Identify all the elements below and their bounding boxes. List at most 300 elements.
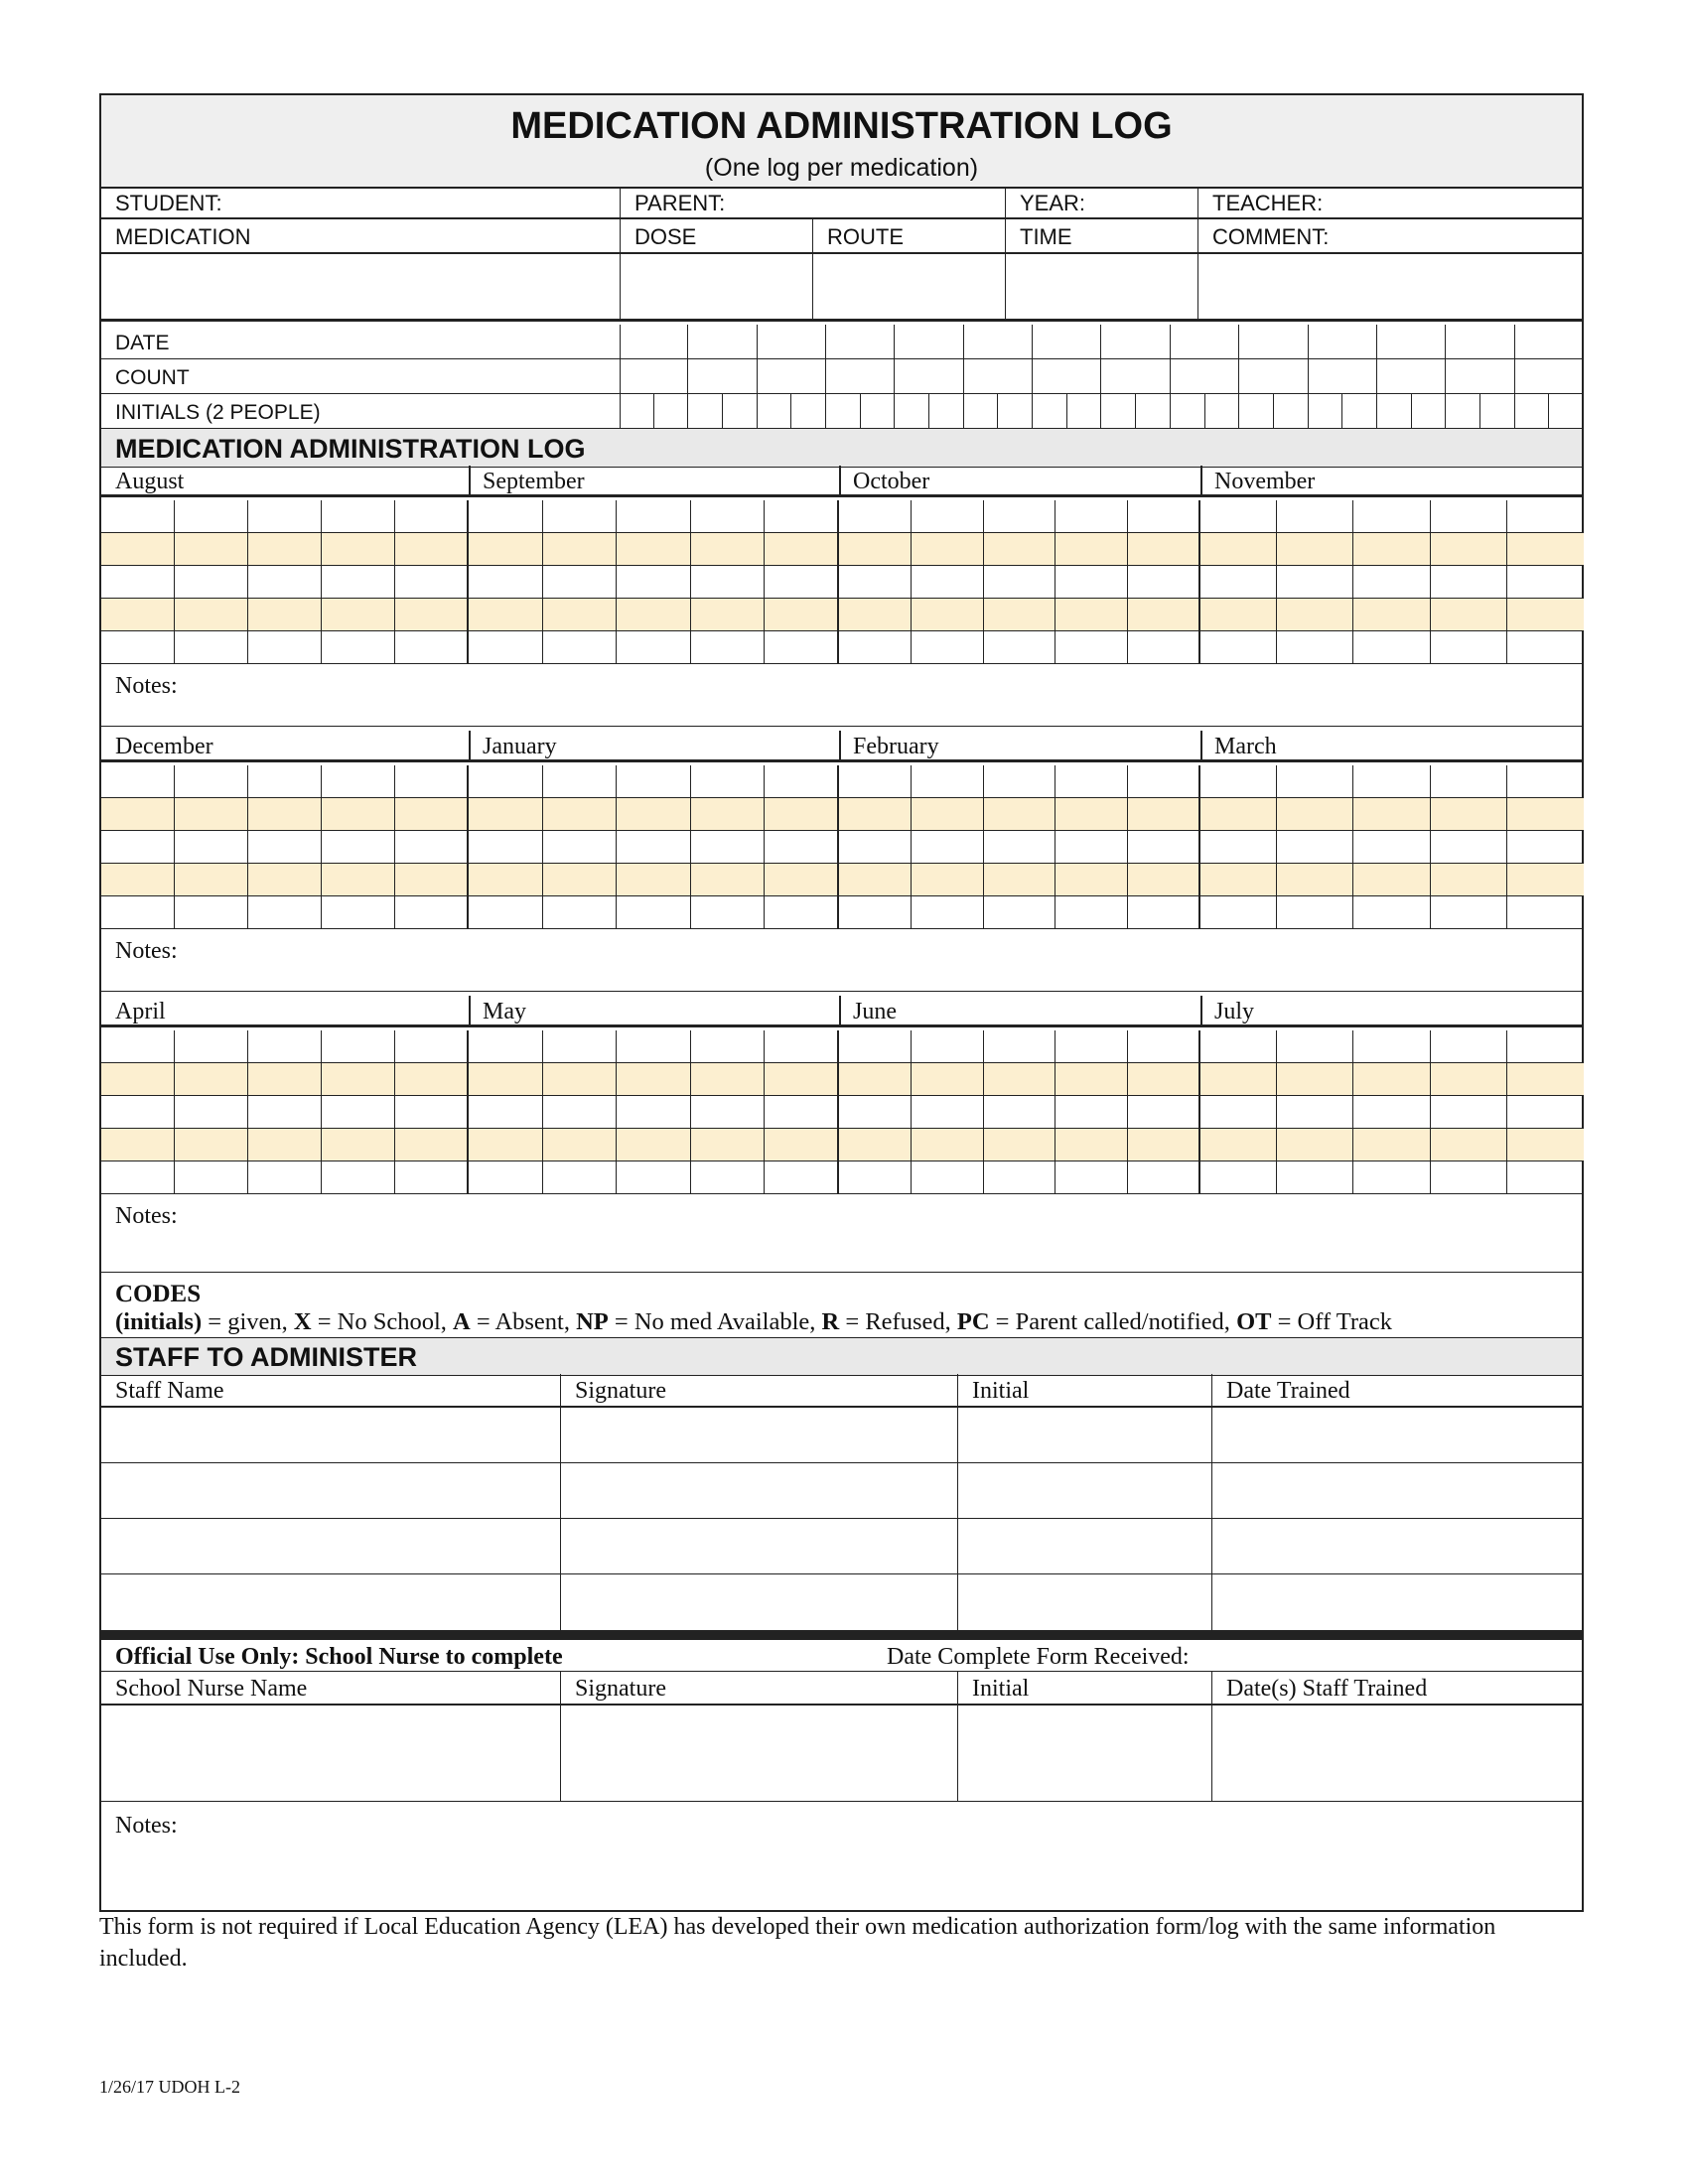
initials-cell[interactable] [1446,394,1480,428]
day-cell[interactable] [469,1161,543,1194]
route-input[interactable] [812,254,1005,319]
day-cell[interactable] [175,1161,248,1194]
day-cell[interactable] [765,831,839,864]
day-cell[interactable] [469,1030,543,1063]
day-cell[interactable] [1277,631,1353,664]
count-cell[interactable] [1239,359,1308,394]
day-cell[interactable] [984,1096,1056,1129]
day-cell[interactable] [1353,631,1430,664]
day-cell[interactable] [617,631,691,664]
initials-cell[interactable] [791,394,826,428]
count-cell[interactable] [964,359,1033,394]
day-cell[interactable] [912,533,984,566]
day-cell[interactable] [175,631,248,664]
day-cell[interactable] [543,599,618,631]
day-cell[interactable] [984,765,1056,798]
day-cell[interactable] [248,533,322,566]
day-cell[interactable] [691,1161,766,1194]
day-cell[interactable] [617,798,691,831]
day-cell[interactable] [101,533,175,566]
initials-cell[interactable] [1309,394,1343,428]
day-cell[interactable] [839,631,912,664]
date-cell[interactable] [688,325,757,359]
day-cell[interactable] [1353,831,1430,864]
day-cell[interactable] [395,896,469,929]
day-cell[interactable] [617,533,691,566]
day-cell[interactable] [248,798,322,831]
day-cell[interactable] [1055,500,1128,533]
dose-input[interactable] [620,254,812,319]
day-cell[interactable] [691,1129,766,1161]
day-cell[interactable] [1507,831,1584,864]
day-cell[interactable] [1431,765,1507,798]
day-cell[interactable] [765,765,839,798]
day-cell[interactable] [1507,599,1584,631]
day-cell[interactable] [395,1063,469,1096]
day-cell[interactable] [691,896,766,929]
day-cell[interactable] [395,798,469,831]
staff-name-input[interactable] [101,1463,560,1518]
day-cell[interactable] [1507,864,1584,896]
day-cell[interactable] [765,1161,839,1194]
day-cell[interactable] [912,1129,984,1161]
day-cell[interactable] [691,798,766,831]
day-cell[interactable] [1431,566,1507,599]
day-cell[interactable] [1353,1030,1430,1063]
day-cell[interactable] [765,864,839,896]
day-cell[interactable] [395,533,469,566]
day-cell[interactable] [1353,533,1430,566]
day-cell[interactable] [1055,864,1128,896]
day-cell[interactable] [984,1161,1056,1194]
day-cell[interactable] [691,631,766,664]
day-cell[interactable] [543,1030,618,1063]
day-cell[interactable] [395,1129,469,1161]
day-cell[interactable] [395,599,469,631]
day-cell[interactable] [1200,1096,1277,1129]
day-cell[interactable] [1507,533,1584,566]
initials-cell[interactable] [1274,394,1309,428]
day-cell[interactable] [1200,864,1277,896]
day-cell[interactable] [395,566,469,599]
day-cell[interactable] [101,896,175,929]
day-cell[interactable] [1128,1030,1200,1063]
day-cell[interactable] [839,566,912,599]
day-cell[interactable] [1055,1096,1128,1129]
initials-cell[interactable] [1136,394,1171,428]
day-cell[interactable] [1507,798,1584,831]
initials-cell[interactable] [1239,394,1274,428]
day-cell[interactable] [617,864,691,896]
date-cell[interactable] [1102,325,1171,359]
staff-initial-input[interactable] [957,1408,1211,1462]
day-cell[interactable] [1431,631,1507,664]
day-cell[interactable] [1353,1063,1430,1096]
day-cell[interactable] [765,631,839,664]
day-cell[interactable] [543,500,618,533]
initials-cell[interactable] [1549,394,1584,428]
day-cell[interactable] [1277,1030,1353,1063]
day-cell[interactable] [1277,765,1353,798]
day-cell[interactable] [1277,798,1353,831]
comment-input[interactable] [1197,254,1584,319]
day-cell[interactable] [322,1161,395,1194]
day-cell[interactable] [469,864,543,896]
day-cell[interactable] [1353,1129,1430,1161]
day-cell[interactable] [1055,765,1128,798]
day-cell[interactable] [469,1063,543,1096]
day-cell[interactable] [248,1161,322,1194]
day-cell[interactable] [1200,765,1277,798]
day-cell[interactable] [1128,1161,1200,1194]
day-cell[interactable] [469,831,543,864]
day-cell[interactable] [248,831,322,864]
date-cell[interactable] [1446,325,1514,359]
day-cell[interactable] [1353,1096,1430,1129]
day-cell[interactable] [322,1129,395,1161]
count-cell[interactable] [1515,359,1584,394]
day-cell[interactable] [248,599,322,631]
day-cell[interactable] [469,1129,543,1161]
day-cell[interactable] [617,599,691,631]
day-cell[interactable] [322,1096,395,1129]
day-cell[interactable] [543,1096,618,1129]
day-cell[interactable] [543,533,618,566]
day-cell[interactable] [1353,864,1430,896]
day-cell[interactable] [1200,831,1277,864]
day-cell[interactable] [175,533,248,566]
final-notes-area[interactable] [101,1802,1582,1912]
day-cell[interactable] [395,831,469,864]
day-cell[interactable] [1055,1063,1128,1096]
day-cell[interactable] [1128,1096,1200,1129]
day-cell[interactable] [1507,765,1584,798]
day-cell[interactable] [101,1129,175,1161]
count-cell[interactable] [688,359,757,394]
day-cell[interactable] [1507,1129,1584,1161]
day-cell[interactable] [617,1129,691,1161]
date-cell[interactable] [1377,325,1446,359]
day-cell[interactable] [1200,599,1277,631]
time-input[interactable] [1005,254,1197,319]
day-cell[interactable] [984,1129,1056,1161]
day-cell[interactable] [984,896,1056,929]
date-cell[interactable] [620,325,688,359]
day-cell[interactable] [469,765,543,798]
nurse-dates-input[interactable] [1211,1706,1584,1801]
nurse-initial-input[interactable] [957,1706,1211,1801]
day-cell[interactable] [322,631,395,664]
initials-cell[interactable] [1067,394,1102,428]
day-cell[interactable] [101,864,175,896]
count-cell[interactable] [895,359,963,394]
day-cell[interactable] [1128,831,1200,864]
day-cell[interactable] [248,500,322,533]
day-cell[interactable] [984,599,1056,631]
day-cell[interactable] [691,864,766,896]
day-cell[interactable] [1431,1030,1507,1063]
day-cell[interactable] [1507,896,1584,929]
staff-signature-input[interactable] [560,1574,957,1629]
day-cell[interactable] [101,798,175,831]
day-cell[interactable] [1507,1063,1584,1096]
notes-area[interactable] [101,929,1584,992]
initials-cell[interactable] [758,394,792,428]
day-cell[interactable] [175,1096,248,1129]
staff-initial-input[interactable] [957,1463,1211,1518]
day-cell[interactable] [1055,533,1128,566]
day-cell[interactable] [248,1030,322,1063]
day-cell[interactable] [395,1161,469,1194]
day-cell[interactable] [543,631,618,664]
staff-date-trained-input[interactable] [1211,1574,1584,1629]
initials-cell[interactable] [929,394,964,428]
day-cell[interactable] [1055,896,1128,929]
day-cell[interactable] [1055,831,1128,864]
day-cell[interactable] [617,566,691,599]
day-cell[interactable] [765,896,839,929]
date-cell[interactable] [1033,325,1101,359]
day-cell[interactable] [839,1129,912,1161]
day-cell[interactable] [984,1030,1056,1063]
count-cell[interactable] [826,359,895,394]
initials-cell[interactable] [688,394,723,428]
day-cell[interactable] [469,566,543,599]
day-cell[interactable] [175,500,248,533]
day-cell[interactable] [984,864,1056,896]
day-cell[interactable] [984,566,1056,599]
initials-cell[interactable] [861,394,896,428]
day-cell[interactable] [912,765,984,798]
day-cell[interactable] [765,500,839,533]
day-cell[interactable] [322,765,395,798]
day-cell[interactable] [912,1063,984,1096]
day-cell[interactable] [248,566,322,599]
day-cell[interactable] [617,765,691,798]
day-cell[interactable] [543,1129,618,1161]
day-cell[interactable] [1431,1096,1507,1129]
count-cell[interactable] [1377,359,1446,394]
day-cell[interactable] [1353,896,1430,929]
day-cell[interactable] [1277,566,1353,599]
day-cell[interactable] [1128,896,1200,929]
day-cell[interactable] [1055,599,1128,631]
day-cell[interactable] [248,864,322,896]
notes-area[interactable] [101,664,1584,727]
day-cell[interactable] [322,831,395,864]
day-cell[interactable] [1277,1063,1353,1096]
initials-cell[interactable] [1033,394,1067,428]
day-cell[interactable] [617,831,691,864]
initials-cell[interactable] [620,394,654,428]
day-cell[interactable] [1431,1129,1507,1161]
day-cell[interactable] [322,1063,395,1096]
day-cell[interactable] [617,1030,691,1063]
initials-cell[interactable] [1377,394,1412,428]
day-cell[interactable] [1055,1161,1128,1194]
day-cell[interactable] [765,566,839,599]
day-cell[interactable] [543,864,618,896]
staff-signature-input[interactable] [560,1408,957,1462]
day-cell[interactable] [175,566,248,599]
day-cell[interactable] [101,1096,175,1129]
day-cell[interactable] [1507,566,1584,599]
date-cell[interactable] [1171,325,1239,359]
day-cell[interactable] [395,631,469,664]
staff-name-input[interactable] [101,1408,560,1462]
initials-cell[interactable] [999,394,1034,428]
day-cell[interactable] [691,599,766,631]
day-cell[interactable] [984,500,1056,533]
day-cell[interactable] [1128,765,1200,798]
date-cell[interactable] [1239,325,1308,359]
day-cell[interactable] [691,765,766,798]
day-cell[interactable] [1431,864,1507,896]
day-cell[interactable] [101,566,175,599]
day-cell[interactable] [984,831,1056,864]
day-cell[interactable] [1431,1161,1507,1194]
day-cell[interactable] [395,1030,469,1063]
initials-cell[interactable] [826,394,861,428]
staff-date-trained-input[interactable] [1211,1408,1584,1462]
day-cell[interactable] [1277,864,1353,896]
staff-signature-input[interactable] [560,1463,957,1518]
day-cell[interactable] [691,1030,766,1063]
day-cell[interactable] [1277,831,1353,864]
day-cell[interactable] [395,765,469,798]
day-cell[interactable] [1507,1161,1584,1194]
day-cell[interactable] [1353,500,1430,533]
day-cell[interactable] [543,566,618,599]
day-cell[interactable] [765,1129,839,1161]
count-cell[interactable] [758,359,826,394]
initials-cell[interactable] [1480,394,1515,428]
day-cell[interactable] [912,1161,984,1194]
day-cell[interactable] [1277,500,1353,533]
day-cell[interactable] [1507,1096,1584,1129]
day-cell[interactable] [1353,599,1430,631]
day-cell[interactable] [101,500,175,533]
day-cell[interactable] [839,864,912,896]
day-cell[interactable] [984,798,1056,831]
day-cell[interactable] [1128,798,1200,831]
day-cell[interactable] [322,533,395,566]
day-cell[interactable] [1431,896,1507,929]
day-cell[interactable] [101,765,175,798]
initials-cell[interactable] [1412,394,1447,428]
day-cell[interactable] [175,765,248,798]
day-cell[interactable] [175,599,248,631]
day-cell[interactable] [101,831,175,864]
count-cell[interactable] [1171,359,1239,394]
day-cell[interactable] [322,798,395,831]
day-cell[interactable] [839,798,912,831]
staff-signature-input[interactable] [560,1519,957,1573]
day-cell[interactable] [765,533,839,566]
date-cell[interactable] [964,325,1033,359]
day-cell[interactable] [691,533,766,566]
day-cell[interactable] [1431,798,1507,831]
day-cell[interactable] [765,1096,839,1129]
day-cell[interactable] [469,798,543,831]
day-cell[interactable] [322,896,395,929]
day-cell[interactable] [1200,500,1277,533]
day-cell[interactable] [839,599,912,631]
initials-cell[interactable] [1171,394,1205,428]
day-cell[interactable] [912,599,984,631]
day-cell[interactable] [469,500,543,533]
day-cell[interactable] [617,896,691,929]
day-cell[interactable] [1277,896,1353,929]
day-cell[interactable] [1353,566,1430,599]
day-cell[interactable] [1277,599,1353,631]
day-cell[interactable] [1128,631,1200,664]
day-cell[interactable] [248,1096,322,1129]
day-cell[interactable] [175,798,248,831]
day-cell[interactable] [765,599,839,631]
day-cell[interactable] [984,1063,1056,1096]
day-cell[interactable] [839,765,912,798]
day-cell[interactable] [1128,1129,1200,1161]
day-cell[interactable] [1200,566,1277,599]
day-cell[interactable] [839,831,912,864]
day-cell[interactable] [1200,631,1277,664]
day-cell[interactable] [1431,1063,1507,1096]
day-cell[interactable] [839,1030,912,1063]
day-cell[interactable] [469,1096,543,1129]
day-cell[interactable] [984,533,1056,566]
day-cell[interactable] [395,1096,469,1129]
day-cell[interactable] [912,500,984,533]
date-cell[interactable] [758,325,826,359]
day-cell[interactable] [1277,1161,1353,1194]
day-cell[interactable] [322,864,395,896]
day-cell[interactable] [1353,765,1430,798]
medication-input[interactable] [101,254,620,319]
nurse-signature-input[interactable] [560,1706,957,1801]
day-cell[interactable] [765,1063,839,1096]
day-cell[interactable] [175,831,248,864]
day-cell[interactable] [839,896,912,929]
day-cell[interactable] [765,798,839,831]
day-cell[interactable] [1128,500,1200,533]
day-cell[interactable] [175,1030,248,1063]
day-cell[interactable] [1277,1096,1353,1129]
day-cell[interactable] [765,1030,839,1063]
day-cell[interactable] [912,864,984,896]
day-cell[interactable] [543,831,618,864]
day-cell[interactable] [617,500,691,533]
day-cell[interactable] [617,1063,691,1096]
day-cell[interactable] [839,1063,912,1096]
day-cell[interactable] [322,500,395,533]
day-cell[interactable] [1507,631,1584,664]
day-cell[interactable] [469,896,543,929]
day-cell[interactable] [691,1063,766,1096]
day-cell[interactable] [101,1161,175,1194]
day-cell[interactable] [543,1161,618,1194]
day-cell[interactable] [248,1063,322,1096]
initials-cell[interactable] [1342,394,1377,428]
day-cell[interactable] [912,831,984,864]
day-cell[interactable] [1200,896,1277,929]
day-cell[interactable] [175,896,248,929]
initials-cell[interactable] [964,394,999,428]
day-cell[interactable] [543,1063,618,1096]
day-cell[interactable] [1055,798,1128,831]
day-cell[interactable] [543,765,618,798]
day-cell[interactable] [248,896,322,929]
